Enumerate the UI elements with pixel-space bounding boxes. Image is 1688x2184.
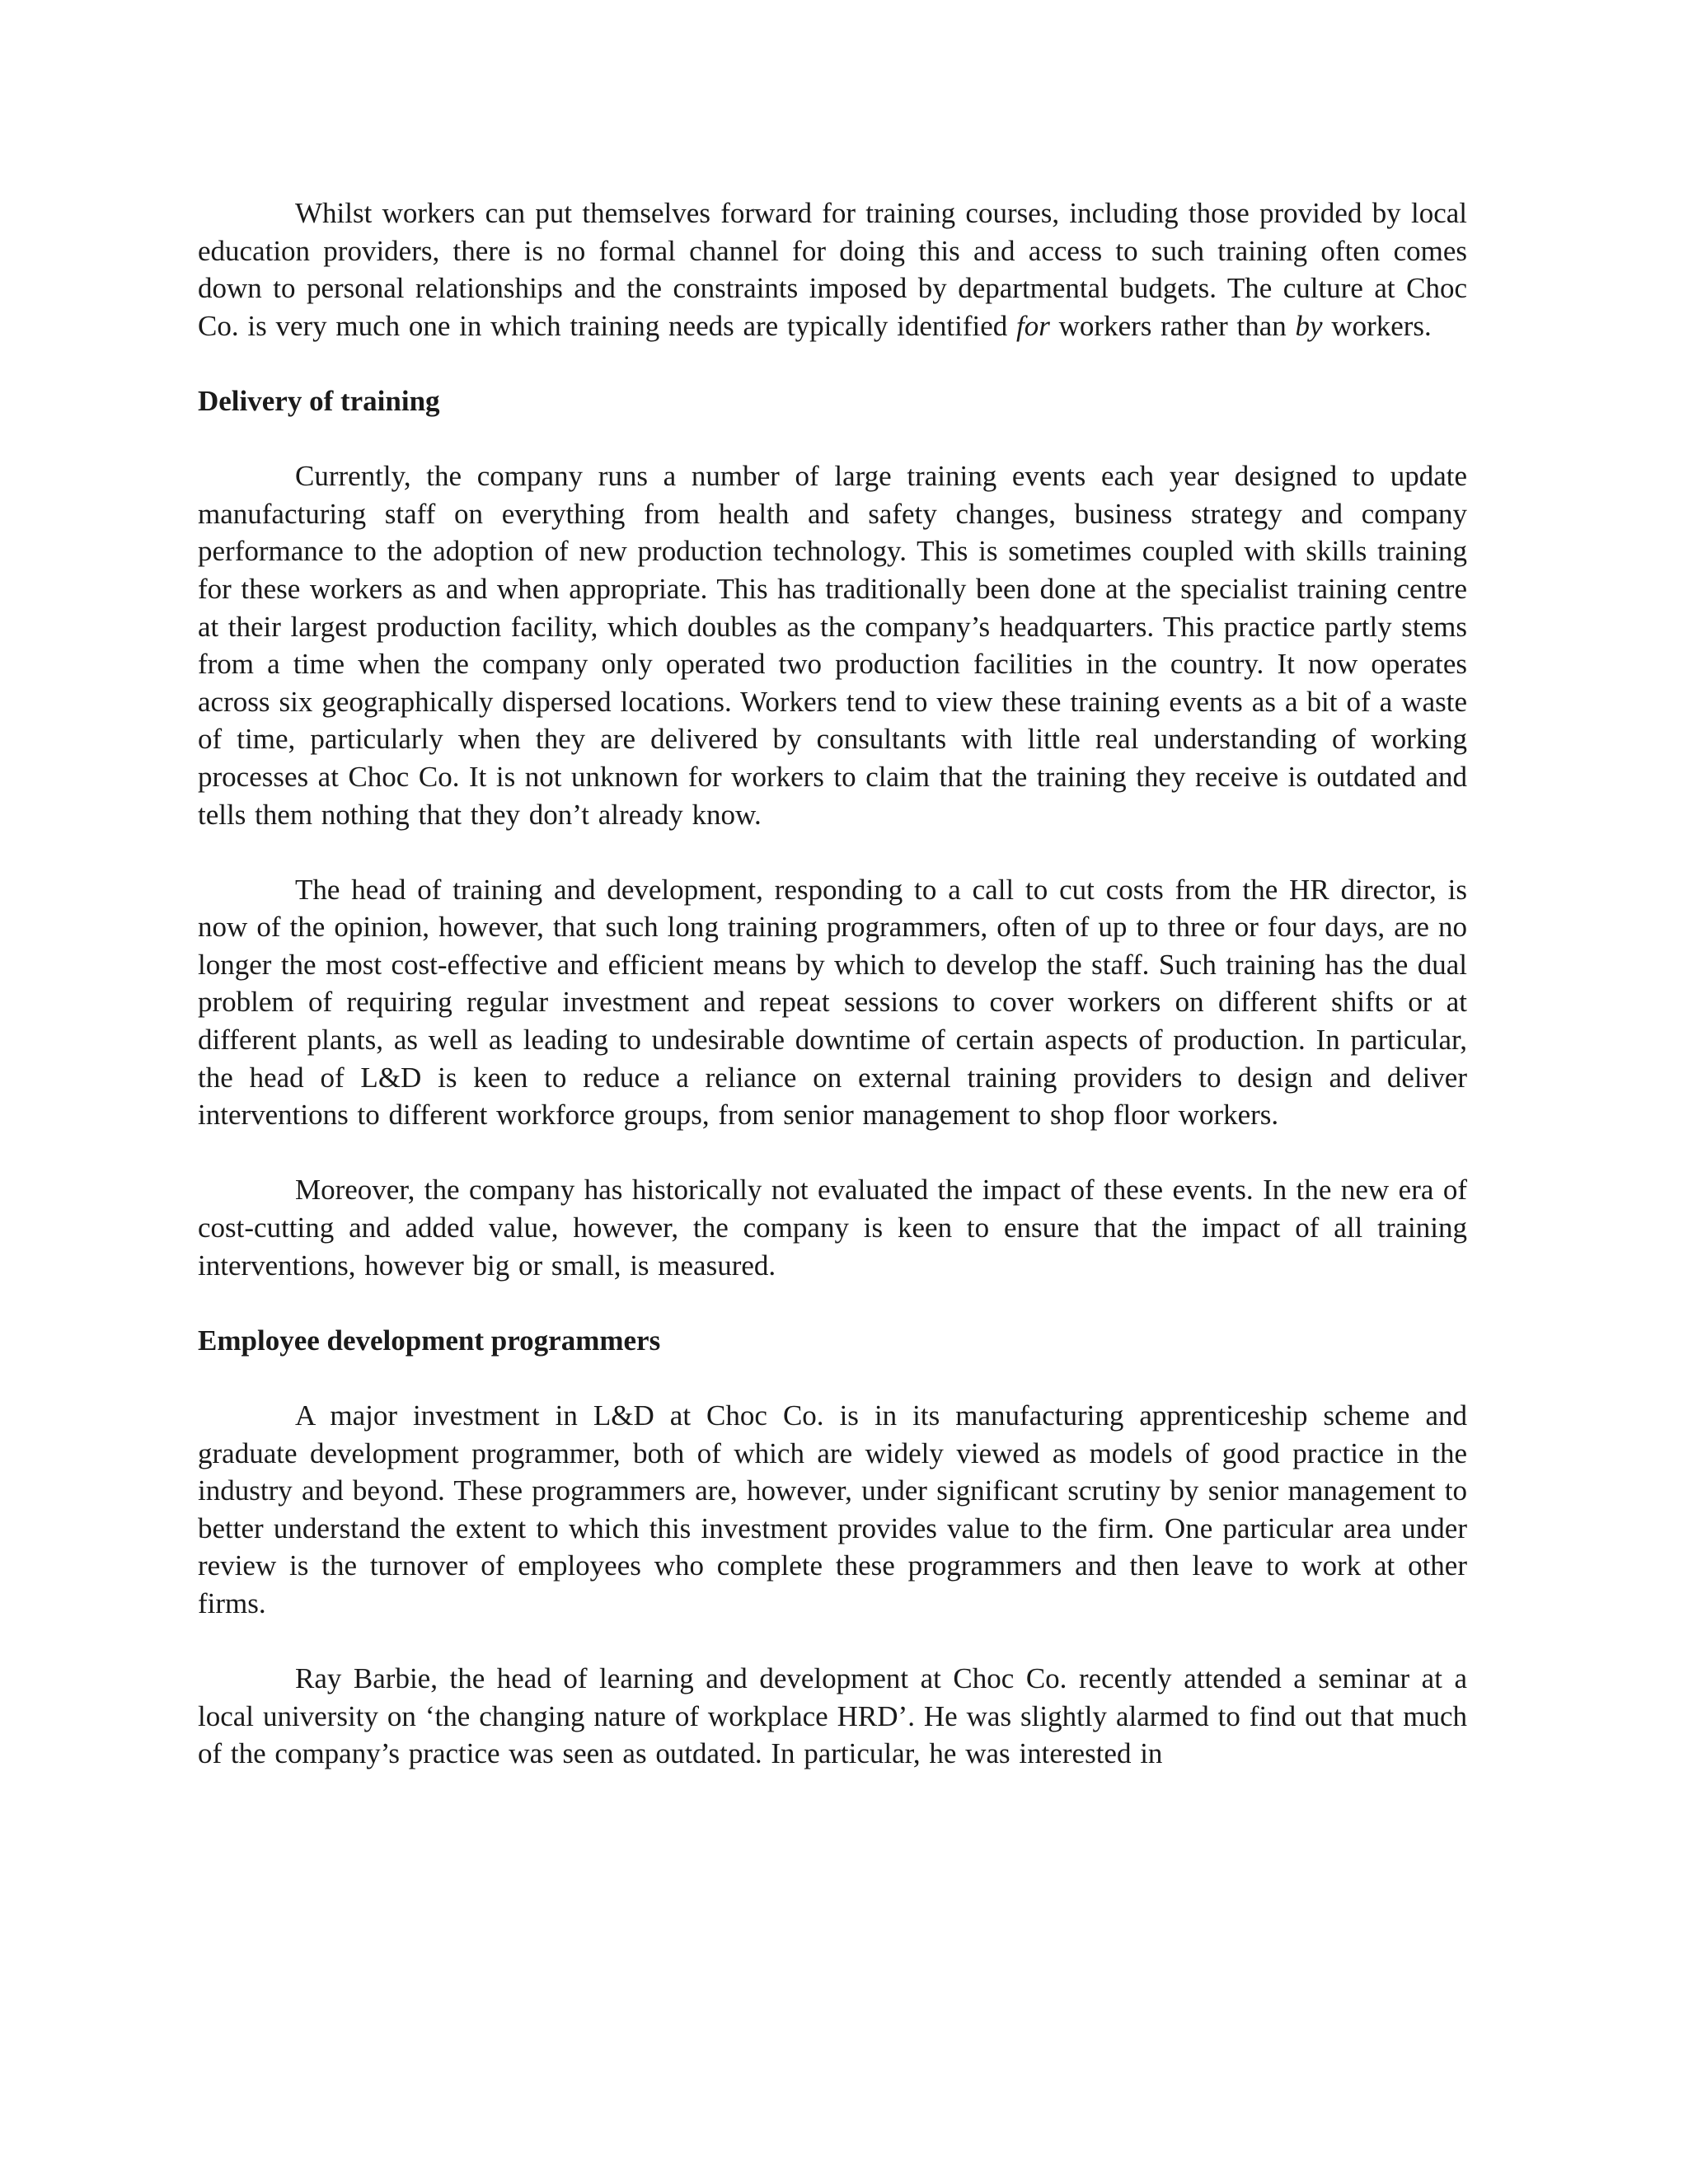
intro-text-middle: workers rather than (1049, 309, 1296, 342)
delivery-paragraph-3: Moreover, the company has historically not evaluated the impact of these events. In the new era of cost-cutting and added value, however, the company is keen to ensure that the impact of all training interventions, however big or small, is measured. (198, 1174, 1467, 1282)
intro-paragraph (198, 194, 1467, 344)
delivery-paragraph-1: Currently, the company runs a number of large training events each year designed to update manufacturing staff on everything from health and safety changes, business strategy and company performance to the adoption of new production technology. This is sometimes coupled with skills training for these workers as and when appropriate. This has traditionally been done at the specialist training centre at their largest production facility, which doubles as the company’s headquarters. This practice partly stems from a time when the company only operated two production facilities in the country. It now operates across six geographically dispersed locations. Workers tend to view these training events as a bit of a waste of time, particularly when they are delivered by consultants with little real understanding of working processes at Choc Co. It is not unknown for workers to claim that the training they receive is outdated and tells them nothing that they don’t already know. (198, 460, 1467, 831)
spacer (198, 1623, 1467, 1661)
intro-emphasis-for: for (1016, 309, 1050, 342)
spacer (198, 420, 1467, 458)
spacer (198, 833, 1467, 871)
spacer (198, 344, 1467, 382)
spacer (198, 1284, 1467, 1322)
intro-emphasis-by: by (1295, 309, 1323, 342)
spacer (198, 1359, 1467, 1397)
section-heading-delivery: Delivery of training (198, 384, 440, 417)
document-page (198, 194, 1467, 1773)
delivery-paragraph-2: The head of training and development, responding to a call to cut costs from the HR director, is now of the opinion, however, that such long training programmers, often of up to three or four days, are no longer the most cost-effective and efficient means by which to develop the staff. Such training has the dual problem of requiring regular investment and repeat sessions to cover workers on different shifts or at different plants, as well as leading to undesirable downtime of certain aspects of production. In particular, the head of L&D is keen to reduce a reliance on external training providers to design and deliver interventions to different workforce groups, from senior management to shop floor workers. (198, 873, 1467, 1132)
intro-text-start: Whilst workers can put themselves forward for training courses, including those provided by local education providers, there is no formal channel for doing this and access to such training often comes down to personal relationships and the constraints imposed by departmental budgets. The culture at Choc Co. is very much one in which training needs are typically identified (198, 197, 1467, 342)
intro-text-end: workers. (1322, 309, 1432, 342)
section-heading-employee-development: Employee development programmers (198, 1324, 661, 1357)
employee-development-paragraph-2: Ray Barbie, the head of learning and development at Choc Co. recently attended a seminar at a local university on ‘the changing nature of workplace HRD’. He was slightly alarmed to find out that much of the company’s practice was seen as outdated. In particular, he was interested in (198, 1662, 1467, 1770)
employee-development-paragraph-1: A major investment in L&D at Choc Co. is in its manufacturing apprenticeship scheme and graduate development programmer, both of which are widely viewed as models of good practice in the industry and beyond. These programmers are, however, under significant scrutiny by senior management to better understand the extent to which this investment provides value to the firm. One particular area under review is the turnover of employees who complete these programmers and then leave to work at other firms. (198, 1399, 1467, 1619)
spacer (198, 1134, 1467, 1172)
